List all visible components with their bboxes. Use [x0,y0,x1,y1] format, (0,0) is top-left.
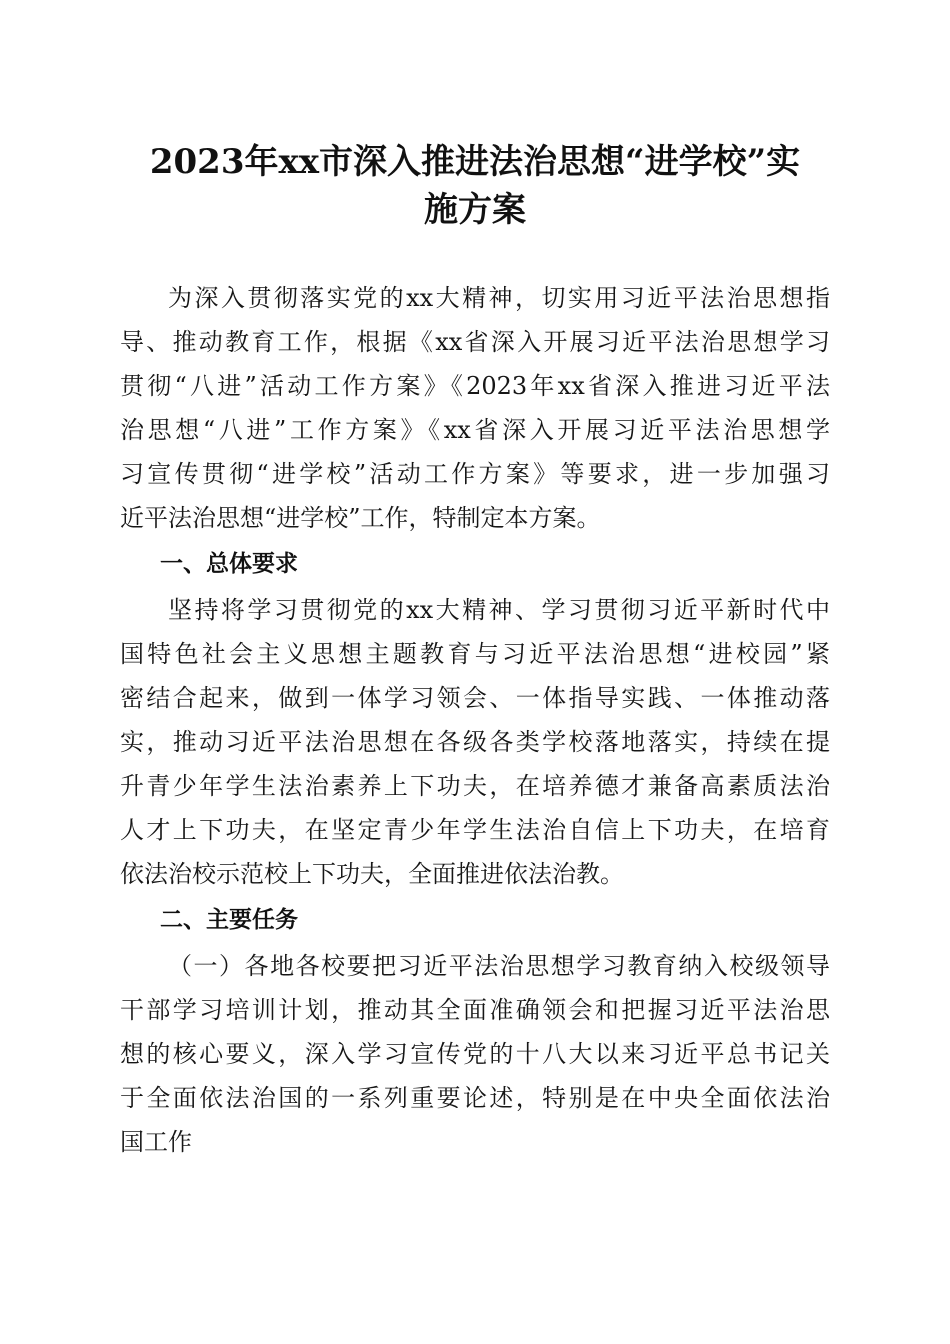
document-title-line-2: 施方案 [424,190,526,230]
section-1-line: 升青少年学生法治素养上下功夫，在培养德才兼备高素质法治 [120,772,830,800]
section-2-line: （一）各地各校要把习近平法治思想学习教育纳入校级领导 [168,952,830,980]
intro-line: 近平法治思想“进学校”工作，特制定本方案。 [120,504,601,532]
intro-line: 导、推动教育工作，根据《xx省深入开展习近平法治思想学习 [120,328,830,356]
section-heading-general-requirements: 一、总体要求 [160,551,298,577]
document-title-line-1: 2023年xx市深入推进法治思想“进学校”实 [149,142,801,182]
intro-line: 贯彻“八进”活动工作方案》《2023年xx省深入推进习近平法 [120,372,830,400]
section-2-line: 干部学习培训计划，推动其全面准确领会和把握习近平法治思 [120,996,830,1024]
section-2-line: 想的核心要义，深入学习宣传党的十八大以来习近平总书记关 [120,1040,830,1068]
intro-line: 习宣传贯彻“进学校”活动工作方案》等要求，进一步加强习 [120,460,830,488]
section-2-line: 国工作 [120,1128,192,1156]
section-heading-main-tasks: 二、主要任务 [160,907,298,933]
section-1-line: 国特色社会主义思想主题教育与习近平法治思想“进校园”紧 [120,640,830,668]
section-1-line: 密结合起来，做到一体学习领会、一体指导实践、一体推动落 [120,684,830,712]
intro-line: 为深入贯彻落实党的xx大精神，切实用习近平法治思想指 [168,284,830,312]
section-1-line: 实，推动习近平法治思想在各级各类学校落地落实，持续在提 [120,728,830,756]
section-1-line: 坚持将学习贯彻党的xx大精神、学习贯彻习近平新时代中 [168,596,830,624]
section-1-line: 人才上下功夫，在坚定青少年学生法治自信上下功夫，在培育 [120,816,830,844]
section-1-line: 依法治校示范校上下功夫，全面推进依法治教。 [120,860,624,888]
section-2-line: 于全面依法治国的一系列重要论述，特别是在中央全面依法治 [120,1084,830,1112]
intro-line: 治思想“八进”工作方案》《xx省深入开展习近平法治思想学 [120,416,830,444]
